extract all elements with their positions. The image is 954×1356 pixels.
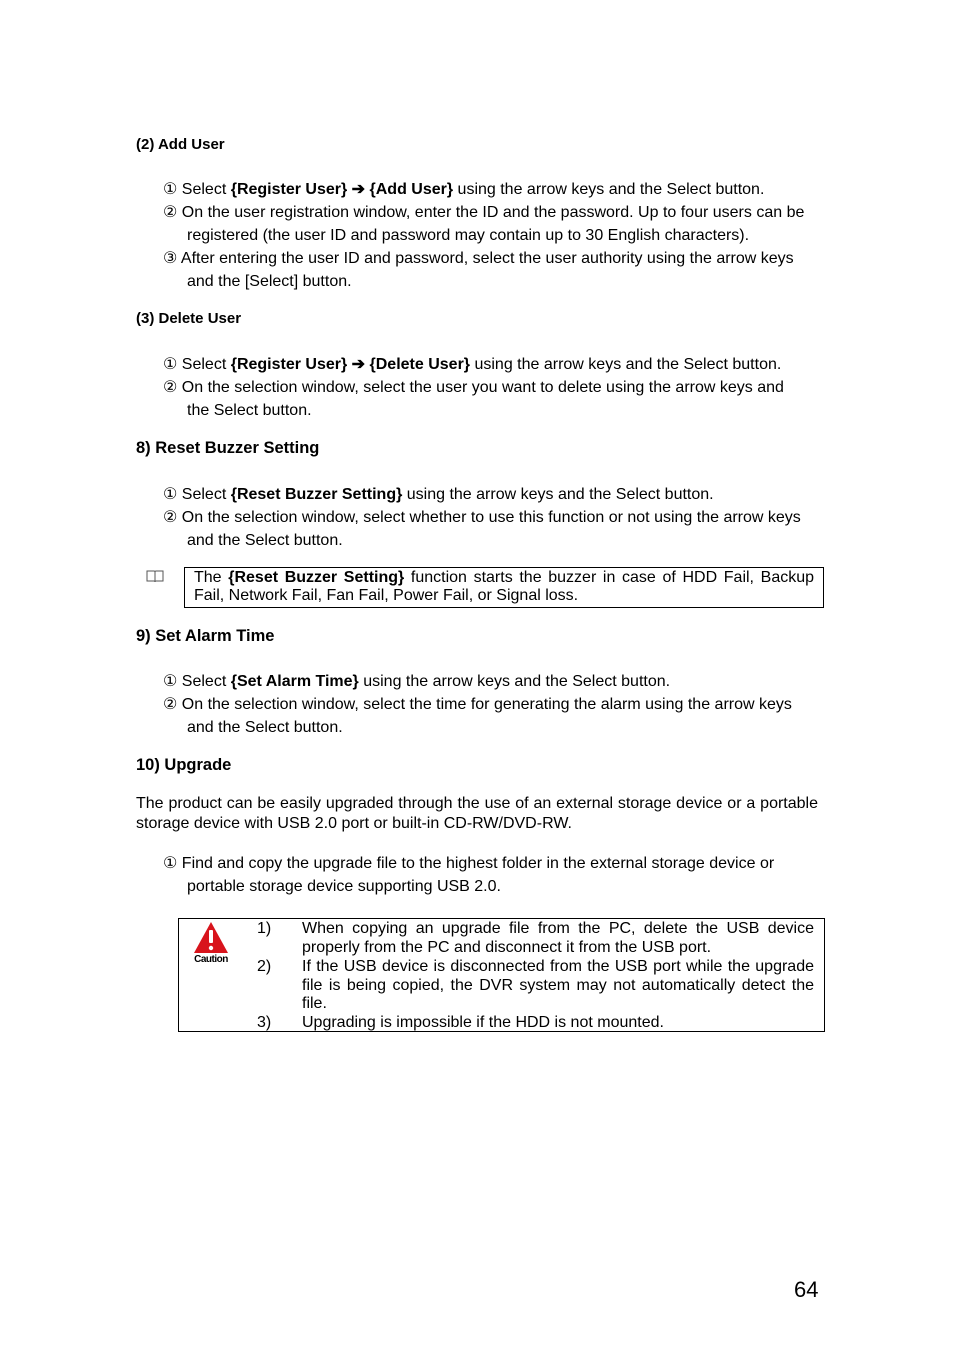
step-number: ① bbox=[163, 673, 178, 690]
step-text: Find and copy the upgrade file to the highest folder in the external storage device or bbox=[181, 855, 775, 872]
caution-icon bbox=[191, 921, 231, 967]
alarm-time-step-1 bbox=[163, 670, 670, 693]
note-box bbox=[184, 567, 824, 608]
step-text: using the arrow keys and the Select button. bbox=[402, 486, 714, 503]
step-text: Select bbox=[181, 181, 231, 198]
caution-item-text: If the USB device is disconnected from the USB port while the upgrade file is being copied, the DVR system may not automatically detect the file. bbox=[302, 958, 814, 1012]
step-text: Select bbox=[181, 356, 231, 373]
reset-buzzer-step-2 bbox=[163, 506, 801, 529]
step-number: ② bbox=[163, 509, 178, 526]
step-text: On the selection window, select the time for generating the alarm using the arrow keys bbox=[181, 696, 792, 713]
caution-item bbox=[257, 958, 814, 1014]
step-text: After entering the user ID and password, select the user authority using the arrow keys bbox=[180, 250, 794, 267]
step-number: ① bbox=[163, 356, 178, 373]
section-heading-delete-user: (3) Delete User bbox=[136, 310, 242, 327]
step-number: ② bbox=[163, 379, 178, 396]
upgrade-step-1 bbox=[163, 852, 774, 875]
step-number: ① bbox=[163, 486, 178, 503]
section-heading-reset-buzzer: 8) Reset Buzzer Setting bbox=[136, 439, 320, 457]
caution-item-number: 2) bbox=[257, 958, 272, 975]
caution-item-text: Upgrading is impossible if the HDD is not mounted. bbox=[302, 1014, 664, 1031]
note-text: function starts the buzzer in case of HDD Fail, Backup Fail, Network Fail, Fan Fail, Power Fail, or Signal loss. bbox=[194, 569, 815, 604]
note-bold-text: {Reset Buzzer Setting} bbox=[228, 569, 405, 586]
delete-user-step-2 bbox=[163, 376, 784, 399]
step-text: using the arrow keys and the Select button. bbox=[358, 673, 671, 690]
book-icon bbox=[146, 569, 164, 583]
step-number: ① bbox=[163, 181, 178, 198]
note-text: The bbox=[194, 569, 229, 586]
step-text: Select bbox=[181, 486, 231, 503]
step-text: On the selection window, select the user you want to delete using the arrow keys and bbox=[181, 379, 784, 396]
reset-buzzer-step-1 bbox=[163, 483, 714, 506]
upgrade-step-1-continued: portable storage device supporting USB 2.0. bbox=[187, 878, 501, 895]
caution-item-text: When copying an upgrade file from the PC, delete the USB device properly from the PC and disconnect it from the USB port. bbox=[302, 920, 814, 956]
caution-item bbox=[257, 1014, 814, 1032]
reset-buzzer-step-2-continued: and the Select button. bbox=[187, 532, 343, 549]
caution-item-number: 3) bbox=[257, 1014, 272, 1031]
step-number: ② bbox=[163, 204, 178, 221]
add-user-step-2 bbox=[163, 201, 804, 224]
step-bold-text: {Reset Buzzer Setting} bbox=[230, 486, 403, 503]
alarm-time-step-2-continued: and the Select button. bbox=[187, 719, 343, 736]
section-heading-add-user: (2) Add User bbox=[136, 136, 225, 153]
step-bold-text: {Register User} ➔ {Delete User} bbox=[230, 356, 471, 373]
section-heading-upgrade: 10) Upgrade bbox=[136, 756, 232, 774]
step-text: using the arrow keys and the Select button. bbox=[453, 181, 765, 198]
add-user-step-2-continued: registered (the user ID and password may contain up to 30 English characters). bbox=[187, 227, 750, 244]
step-text: using the arrow keys and the Select button. bbox=[470, 356, 782, 373]
alarm-time-step-2 bbox=[163, 693, 792, 716]
step-text: On the selection window, select whether to use this function or not using the arrow keys bbox=[181, 509, 801, 526]
step-number: ② bbox=[163, 696, 178, 713]
delete-user-step-2-continued: the Select button. bbox=[187, 402, 312, 419]
caution-box bbox=[178, 918, 825, 1032]
upgrade-intro: The product can be easily upgraded through the use of an external storage device or a portable storage device with USB 2.0 port or built-in CD-RW/DVD-RW. bbox=[136, 795, 818, 832]
step-text: Select bbox=[181, 673, 231, 690]
caution-label: Caution bbox=[194, 954, 228, 965]
add-user-step-1 bbox=[163, 178, 764, 201]
section-heading-alarm-time: 9) Set Alarm Time bbox=[136, 627, 275, 645]
caution-item bbox=[257, 920, 814, 957]
caution-item-number: 1) bbox=[257, 920, 272, 937]
add-user-step-3 bbox=[163, 247, 794, 270]
step-bold-text: {Register User} ➔ {Add User} bbox=[230, 181, 454, 198]
page-number: 64 bbox=[794, 1277, 819, 1302]
step-number: ① bbox=[163, 855, 178, 872]
step-bold-text: {Set Alarm Time} bbox=[230, 673, 359, 690]
add-user-step-3-continued: and the [Select] button. bbox=[187, 273, 352, 290]
delete-user-step-1 bbox=[163, 353, 781, 376]
step-text: On the user registration window, enter the ID and the password. Up to four users can be bbox=[181, 204, 805, 221]
step-number: ③ bbox=[163, 250, 178, 267]
